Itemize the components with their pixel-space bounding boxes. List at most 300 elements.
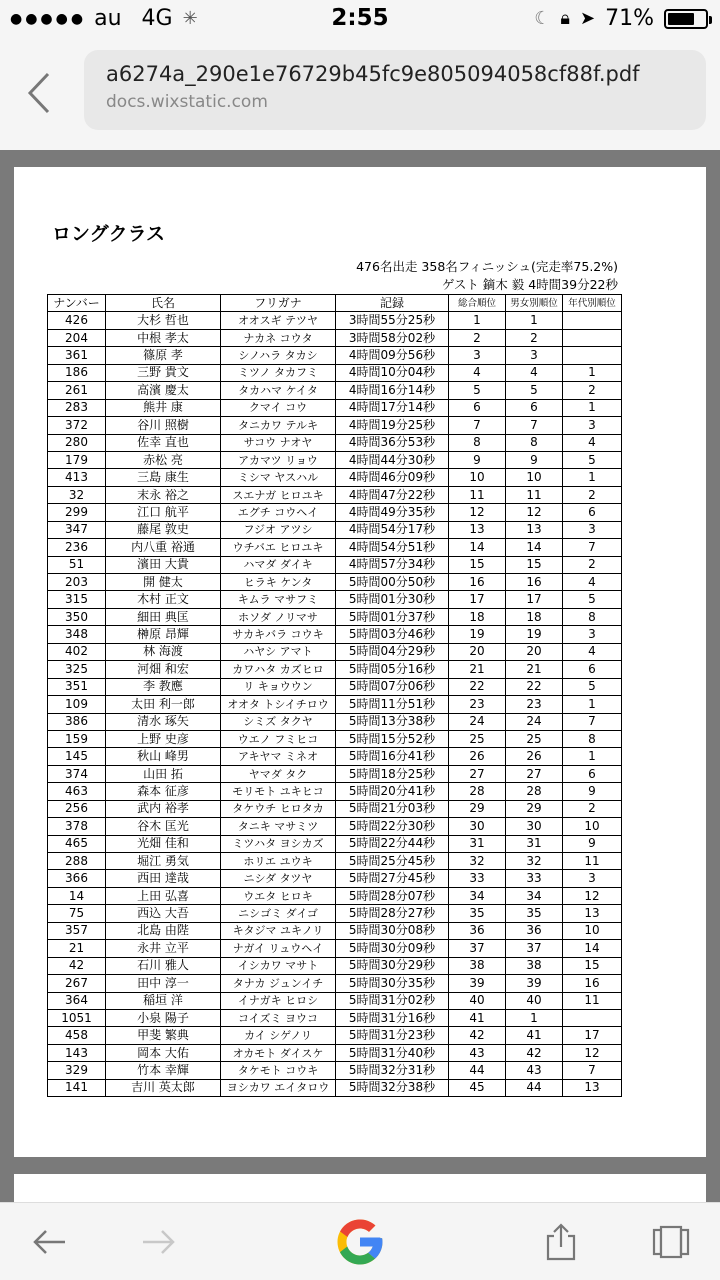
cell-name: 竹本 幸輝 [106, 1062, 221, 1079]
cell-age-rank: 1 [563, 748, 622, 765]
cell-overall-rank: 24 [449, 713, 506, 730]
cell-gender-rank: 41 [506, 1027, 563, 1044]
cell-number: 347 [48, 521, 106, 538]
address-bar[interactable] [84, 50, 706, 130]
cell-record: 5時間30分35秒 [336, 975, 449, 992]
cell-gender-rank: 34 [506, 887, 563, 904]
cell-age-rank: 4 [563, 574, 622, 591]
cell-furigana: エグチ コウヘイ [221, 504, 336, 521]
cell-gender-rank: 13 [506, 521, 563, 538]
cell-record: 5時間18分25秒 [336, 765, 449, 782]
cell-age-rank: 5 [563, 678, 622, 695]
table-row [48, 800, 622, 817]
cell-overall-rank: 7 [449, 417, 506, 434]
cell-overall-rank: 25 [449, 730, 506, 747]
cell-name: 細田 典匡 [106, 608, 221, 625]
cell-record: 3時間58分02秒 [336, 329, 449, 346]
table-row [48, 364, 622, 381]
cell-age-rank: 9 [563, 835, 622, 852]
cell-overall-rank: 1 [449, 312, 506, 329]
cell-furigana: コイズミ ヨウコ [221, 1009, 336, 1026]
cell-number: 186 [48, 364, 106, 381]
cell-name: 開 健太 [106, 574, 221, 591]
cell-number: 426 [48, 312, 106, 329]
cell-overall-rank: 12 [449, 504, 506, 521]
cell-age-rank: 17 [563, 1027, 622, 1044]
cell-name: 大杉 哲也 [106, 312, 221, 329]
cell-name: 永井 立平 [106, 940, 221, 957]
cell-furigana: ホリエ ユウキ [221, 853, 336, 870]
header-overall-rank: 総合順位 [449, 295, 506, 312]
cell-furigana: オオスギ テツヤ [221, 312, 336, 329]
cell-gender-rank: 19 [506, 626, 563, 643]
cell-gender-rank: 22 [506, 678, 563, 695]
chevron-left-icon[interactable] [22, 68, 62, 118]
table-row [48, 312, 622, 329]
arrow-right-icon[interactable] [134, 1217, 184, 1267]
cell-name: 内八重 裕通 [106, 539, 221, 556]
cell-name: 濱田 大貴 [106, 556, 221, 573]
cell-overall-rank: 18 [449, 608, 506, 625]
table-row [48, 905, 622, 922]
cell-name: 武内 裕孝 [106, 800, 221, 817]
cell-gender-rank: 21 [506, 661, 563, 678]
cell-furigana: ウチバエ ヒロユキ [221, 539, 336, 556]
cell-age-rank: 1 [563, 469, 622, 486]
cell-overall-rank: 30 [449, 818, 506, 835]
cell-record: 5時間31分40秒 [336, 1044, 449, 1061]
cell-number: 299 [48, 504, 106, 521]
cell-name: 清水 琢矢 [106, 713, 221, 730]
cell-record: 4時間46分09秒 [336, 469, 449, 486]
table-row [48, 818, 622, 835]
cell-number: 366 [48, 870, 106, 887]
cell-record: 5時間04分29秒 [336, 643, 449, 660]
cell-number: 179 [48, 451, 106, 468]
cell-gender-rank: 5 [506, 382, 563, 399]
cell-gender-rank: 40 [506, 992, 563, 1009]
cell-name: 西田 達哉 [106, 870, 221, 887]
address-bar-area [0, 38, 720, 150]
cell-name: 三島 康生 [106, 469, 221, 486]
activity-spinner-icon: ✳ [182, 8, 198, 29]
cell-name: 谷木 匡光 [106, 818, 221, 835]
cell-record: 4時間44分30秒 [336, 451, 449, 468]
cell-record: 5時間28分07秒 [336, 887, 449, 904]
cell-age-rank: 3 [563, 870, 622, 887]
cell-number: 351 [48, 678, 106, 695]
cell-name: 熊井 康 [106, 399, 221, 416]
cell-record: 3時間55分25秒 [336, 312, 449, 329]
cell-name: 末永 裕之 [106, 486, 221, 503]
cell-age-rank: 9 [563, 783, 622, 800]
cell-record: 5時間20分41秒 [336, 783, 449, 800]
cell-furigana: カイ シゲノリ [221, 1027, 336, 1044]
cell-furigana: ハヤシ アマト [221, 643, 336, 660]
table-row [48, 539, 622, 556]
cell-number: 75 [48, 905, 106, 922]
cell-name: 榊原 昂輝 [106, 626, 221, 643]
cell-gender-rank: 18 [506, 608, 563, 625]
cell-gender-rank: 36 [506, 922, 563, 939]
cell-number: 42 [48, 957, 106, 974]
cell-name: 林 海渡 [106, 643, 221, 660]
cell-overall-rank: 2 [449, 329, 506, 346]
cell-overall-rank: 31 [449, 835, 506, 852]
cell-number: 364 [48, 992, 106, 1009]
table-row [48, 765, 622, 782]
page-url-title: a6274a_290e1e76729b45fc9e805094058cf88f.pdf [106, 62, 640, 86]
cell-number: 236 [48, 539, 106, 556]
cell-age-rank: 2 [563, 556, 622, 573]
pdf-next-page [14, 1174, 706, 1202]
signal-strength-icon: ●●●●● [10, 10, 87, 27]
cell-furigana: クマイ コウ [221, 399, 336, 416]
cell-record: 5時間07分06秒 [336, 678, 449, 695]
cell-overall-rank: 45 [449, 1079, 506, 1096]
table-row [48, 1062, 622, 1079]
cell-record: 5時間30分08秒 [336, 922, 449, 939]
cell-number: 315 [48, 591, 106, 608]
cell-gender-rank: 17 [506, 591, 563, 608]
table-row [48, 730, 622, 747]
cell-name: 李 教應 [106, 678, 221, 695]
cell-name: 太田 利一郎 [106, 696, 221, 713]
cell-record: 5時間00分50秒 [336, 574, 449, 591]
cell-furigana: モリモト ユキヒコ [221, 783, 336, 800]
table-row [48, 417, 622, 434]
cell-gender-rank: 38 [506, 957, 563, 974]
cell-overall-rank: 32 [449, 853, 506, 870]
cell-age-rank: 7 [563, 539, 622, 556]
cell-furigana: ホソダ ノリマサ [221, 608, 336, 625]
cell-number: 51 [48, 556, 106, 573]
race-summary: 476名出走 358名フィニッシュ(完走率75.2%) [356, 259, 618, 274]
cell-furigana: ハマダ ダイキ [221, 556, 336, 573]
cell-overall-rank: 38 [449, 957, 506, 974]
cell-name: 岡本 大佑 [106, 1044, 221, 1061]
cell-gender-rank: 1 [506, 1009, 563, 1026]
cell-age-rank: 7 [563, 713, 622, 730]
cell-furigana: フジオ アツシ [221, 521, 336, 538]
cell-number: 374 [48, 765, 106, 782]
cell-record: 4時間10分04秒 [336, 364, 449, 381]
cell-record: 5時間05分16秒 [336, 661, 449, 678]
cell-gender-rank: 14 [506, 539, 563, 556]
cell-furigana: ヤマダ タク [221, 765, 336, 782]
cell-name: 北島 由陛 [106, 922, 221, 939]
cell-age-rank: 1 [563, 364, 622, 381]
cell-name: 石川 雅人 [106, 957, 221, 974]
moon-icon: ☾ [534, 8, 551, 29]
cell-age-rank: 10 [563, 922, 622, 939]
cell-number: 14 [48, 887, 106, 904]
location-arrow-icon: ➤ [580, 8, 596, 29]
table-row [48, 451, 622, 468]
cell-gender-rank: 26 [506, 748, 563, 765]
cell-number: 350 [48, 608, 106, 625]
cell-record: 5時間11分51秒 [336, 696, 449, 713]
cell-furigana: ナカネ コウタ [221, 329, 336, 346]
cell-age-rank: 12 [563, 887, 622, 904]
cell-age-rank: 2 [563, 800, 622, 817]
cell-gender-rank: 20 [506, 643, 563, 660]
cell-record: 5時間30分29秒 [336, 957, 449, 974]
results-table [47, 294, 622, 1097]
table-row [48, 922, 622, 939]
cell-name: 上野 史彦 [106, 730, 221, 747]
table-header-row [48, 295, 622, 312]
cell-record: 5時間31分23秒 [336, 1027, 449, 1044]
cell-record: 5時間30分09秒 [336, 940, 449, 957]
cell-furigana: スエナガ ヒロユキ [221, 486, 336, 503]
cell-age-rank: 14 [563, 940, 622, 957]
cell-age-rank: 6 [563, 765, 622, 782]
cell-record: 5時間01分37秒 [336, 608, 449, 625]
table-row [48, 1009, 622, 1026]
table-row [48, 1079, 622, 1096]
battery-percent: 71% [605, 6, 654, 31]
cell-record: 5時間16分41秒 [336, 748, 449, 765]
table-row [48, 469, 622, 486]
cell-record: 4時間54分51秒 [336, 539, 449, 556]
cell-record: 5時間31分16秒 [336, 1009, 449, 1026]
table-row [48, 329, 622, 346]
table-row [48, 713, 622, 730]
cell-name: 藤尾 敦史 [106, 521, 221, 538]
cell-age-rank: 13 [563, 1079, 622, 1096]
cell-record: 5時間22分30秒 [336, 818, 449, 835]
cell-overall-rank: 15 [449, 556, 506, 573]
cell-furigana: ニシダ タツヤ [221, 870, 336, 887]
cell-overall-rank: 19 [449, 626, 506, 643]
cell-overall-rank: 42 [449, 1027, 506, 1044]
battery-level [668, 13, 694, 25]
cell-furigana: キタジマ ユキノリ [221, 922, 336, 939]
cell-furigana: オオタ トシイチロウ [221, 696, 336, 713]
cell-gender-rank: 31 [506, 835, 563, 852]
cell-overall-rank: 10 [449, 469, 506, 486]
cell-gender-rank: 12 [506, 504, 563, 521]
cell-age-rank: 16 [563, 975, 622, 992]
cell-gender-rank: 6 [506, 399, 563, 416]
arrow-left-icon[interactable] [24, 1217, 74, 1267]
cell-record: 4時間47分22秒 [336, 486, 449, 503]
table-row [48, 887, 622, 904]
cell-name: 甲斐 繁典 [106, 1027, 221, 1044]
pdf-viewer[interactable] [0, 150, 720, 1202]
cell-number: 280 [48, 434, 106, 451]
table-row [48, 940, 622, 957]
cell-record: 5時間01分30秒 [336, 591, 449, 608]
header-furigana: フリガナ [221, 295, 336, 312]
table-row [48, 783, 622, 800]
cell-number: 141 [48, 1079, 106, 1096]
cell-name: 中根 孝太 [106, 329, 221, 346]
header-number: ナンバー [48, 295, 106, 312]
table-row [48, 399, 622, 416]
bottom-toolbar [0, 1202, 720, 1280]
cell-furigana: ウエノ フミヒコ [221, 730, 336, 747]
cell-number: 21 [48, 940, 106, 957]
cell-name: 吉川 英太郎 [106, 1079, 221, 1096]
cell-age-rank [563, 347, 622, 364]
cell-furigana: タニキ マサミツ [221, 818, 336, 835]
table-row [48, 591, 622, 608]
cell-record: 5時間15分52秒 [336, 730, 449, 747]
cell-age-rank: 10 [563, 818, 622, 835]
cell-name: 光畑 佳和 [106, 835, 221, 852]
cell-age-rank [563, 329, 622, 346]
cell-number: 1051 [48, 1009, 106, 1026]
cell-name: 篠原 孝 [106, 347, 221, 364]
cell-overall-rank: 3 [449, 347, 506, 364]
table-row [48, 608, 622, 625]
cell-overall-rank: 6 [449, 399, 506, 416]
cell-name: 赤松 亮 [106, 451, 221, 468]
document-title: ロングクラス [52, 223, 166, 245]
cell-name: 高濱 慶太 [106, 382, 221, 399]
table-row [48, 957, 622, 974]
cell-furigana: タケモト コウキ [221, 1062, 336, 1079]
cell-number: 145 [48, 748, 106, 765]
cell-overall-rank: 23 [449, 696, 506, 713]
rotation-lock-icon: 🔒︎ [560, 8, 570, 29]
cell-record: 4時間19分25秒 [336, 417, 449, 434]
cell-record: 4時間54分17秒 [336, 521, 449, 538]
cell-name: 江口 航平 [106, 504, 221, 521]
cell-number: 402 [48, 643, 106, 660]
cell-age-rank: 7 [563, 1062, 622, 1079]
cell-record: 5時間32分38秒 [336, 1079, 449, 1096]
cell-furigana: シミズ タクヤ [221, 713, 336, 730]
cell-gender-rank: 39 [506, 975, 563, 992]
cell-record: 4時間36分53秒 [336, 434, 449, 451]
cell-furigana: タカハマ ケイタ [221, 382, 336, 399]
cell-name: 三野 貴文 [106, 364, 221, 381]
cell-furigana: タケウチ ヒロタカ [221, 800, 336, 817]
cell-gender-rank: 24 [506, 713, 563, 730]
table-row [48, 574, 622, 591]
cell-gender-rank: 35 [506, 905, 563, 922]
cell-overall-rank: 14 [449, 539, 506, 556]
cell-record: 5時間31分02秒 [336, 992, 449, 1009]
cell-overall-rank: 22 [449, 678, 506, 695]
cell-furigana: ナガイ リュウヘイ [221, 940, 336, 957]
cell-number: 109 [48, 696, 106, 713]
cell-age-rank: 15 [563, 957, 622, 974]
cell-overall-rank: 35 [449, 905, 506, 922]
cell-furigana: リ キョウウン [221, 678, 336, 695]
cell-age-rank: 5 [563, 451, 622, 468]
cell-age-rank: 2 [563, 382, 622, 399]
cell-age-rank: 4 [563, 434, 622, 451]
cell-name: 河畑 和宏 [106, 661, 221, 678]
cell-overall-rank: 40 [449, 992, 506, 1009]
cell-number: 378 [48, 818, 106, 835]
cell-gender-rank: 28 [506, 783, 563, 800]
table-row [48, 504, 622, 521]
table-row [48, 678, 622, 695]
carrier-label: au [94, 6, 122, 31]
cell-furigana: アキヤマ ミネオ [221, 748, 336, 765]
cell-overall-rank: 16 [449, 574, 506, 591]
cell-number: 348 [48, 626, 106, 643]
cell-record: 5時間13分38秒 [336, 713, 449, 730]
cell-overall-rank: 27 [449, 765, 506, 782]
cell-age-rank: 3 [563, 521, 622, 538]
table-row [48, 1027, 622, 1044]
page-domain: docs.wixstatic.com [106, 92, 268, 112]
cell-record: 5時間22分44秒 [336, 835, 449, 852]
table-row [48, 521, 622, 538]
cell-age-rank: 5 [563, 591, 622, 608]
cell-name: 稲垣 洋 [106, 992, 221, 1009]
cell-gender-rank: 37 [506, 940, 563, 957]
cell-number: 159 [48, 730, 106, 747]
cell-record: 4時間09分56秒 [336, 347, 449, 364]
google-g-icon[interactable] [331, 1213, 389, 1271]
table-row [48, 486, 622, 503]
table-row [48, 347, 622, 364]
tabs-icon[interactable] [646, 1217, 696, 1267]
cell-furigana: ミツハタ ヨシカズ [221, 835, 336, 852]
cell-number: 143 [48, 1044, 106, 1061]
guest-record: ゲスト 鏑木 毅 4時間39分22秒 [441, 277, 618, 292]
cell-overall-rank: 44 [449, 1062, 506, 1079]
cell-furigana: タニカワ テルキ [221, 417, 336, 434]
cell-age-rank: 2 [563, 486, 622, 503]
table-row [48, 434, 622, 451]
header-record: 記録 [336, 295, 449, 312]
cell-overall-rank: 20 [449, 643, 506, 660]
cell-overall-rank: 28 [449, 783, 506, 800]
cell-record: 5時間03分46秒 [336, 626, 449, 643]
cell-furigana: イシカワ マサト [221, 957, 336, 974]
cell-gender-rank: 33 [506, 870, 563, 887]
cell-furigana: サコウ ナオヤ [221, 434, 336, 451]
cell-record: 5時間28分27秒 [336, 905, 449, 922]
share-icon[interactable] [536, 1217, 586, 1267]
cell-name: 田中 淳一 [106, 975, 221, 992]
cell-overall-rank: 5 [449, 382, 506, 399]
cell-name: 谷川 照樹 [106, 417, 221, 434]
cell-name: 小泉 陽子 [106, 1009, 221, 1026]
cell-overall-rank: 13 [449, 521, 506, 538]
battery-cap [709, 16, 712, 24]
table-row [48, 1044, 622, 1061]
cell-gender-rank: 1 [506, 312, 563, 329]
cell-gender-rank: 29 [506, 800, 563, 817]
cell-overall-rank: 34 [449, 887, 506, 904]
cell-gender-rank: 7 [506, 417, 563, 434]
cell-furigana: アカマツ リョウ [221, 451, 336, 468]
cell-age-rank: 6 [563, 504, 622, 521]
cell-furigana: シノハラ タカシ [221, 347, 336, 364]
cell-gender-rank: 23 [506, 696, 563, 713]
table-row [48, 748, 622, 765]
cell-gender-rank: 30 [506, 818, 563, 835]
cell-overall-rank: 41 [449, 1009, 506, 1026]
cell-number: 288 [48, 853, 106, 870]
status-time: 2:55 [331, 5, 389, 31]
cell-furigana: ミシマ ヤスハル [221, 469, 336, 486]
header-age-rank: 年代別順位 [563, 295, 622, 312]
table-row [48, 626, 622, 643]
cell-overall-rank: 43 [449, 1044, 506, 1061]
cell-gender-rank: 9 [506, 451, 563, 468]
cell-name: 佐幸 直也 [106, 434, 221, 451]
